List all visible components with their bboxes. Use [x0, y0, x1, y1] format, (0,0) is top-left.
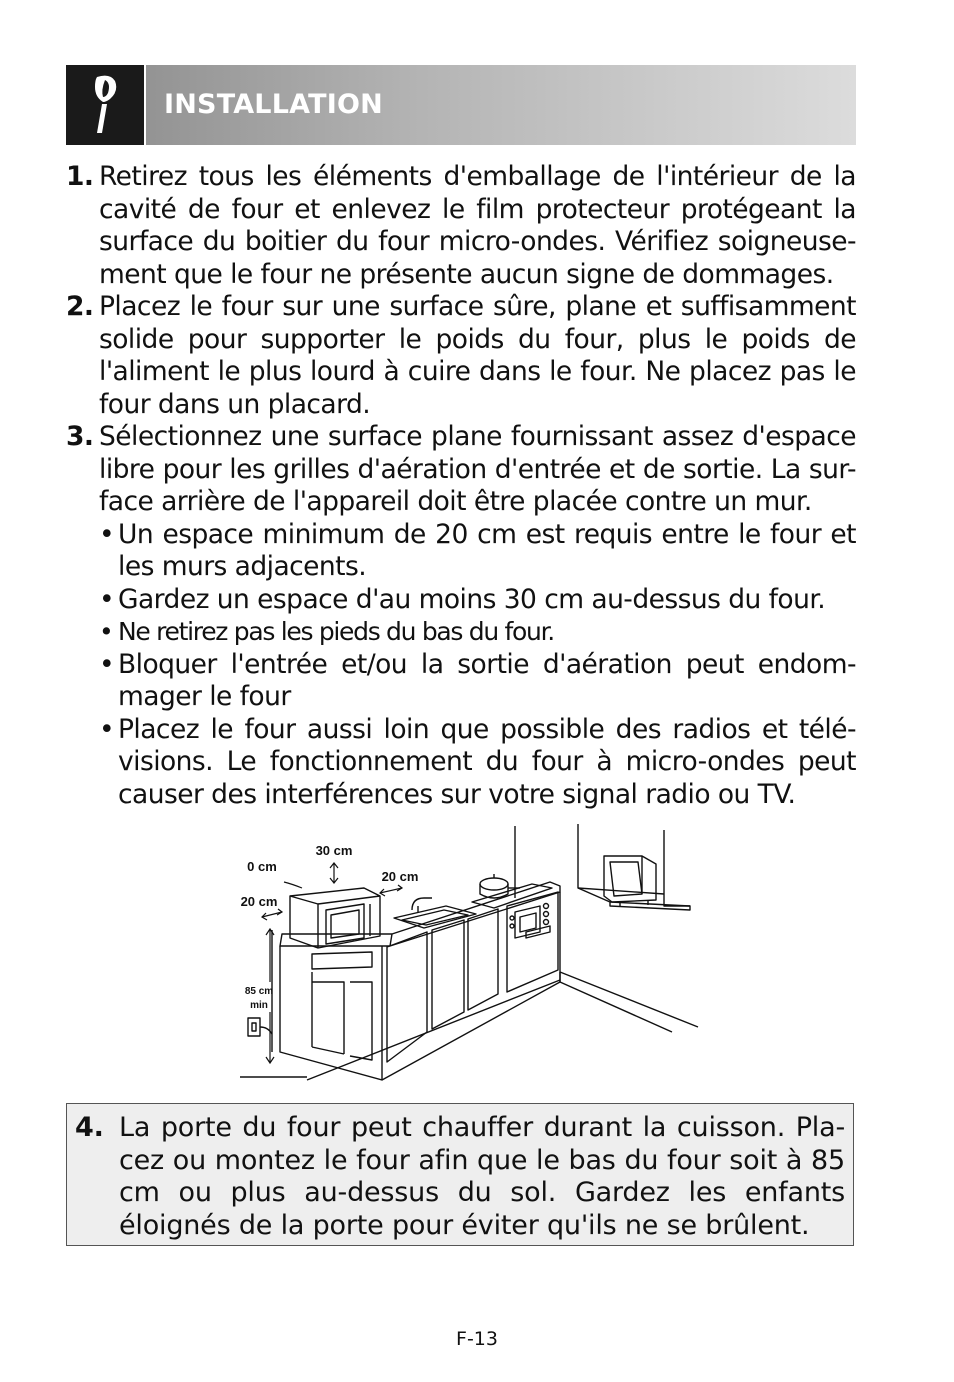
bullet-item: • Bloquer l'entrée et/ou la sortie d'aération peut endom-mager le four — [99, 648, 856, 712]
label-0cm-back: 0 cm — [247, 859, 277, 874]
bullet-item: • Gardez un espace d'au moins 30 cm au-dessus du four. — [99, 583, 826, 615]
page-number: F-13 — [456, 1328, 498, 1350]
label-85cm: 85 cm — [244, 986, 274, 997]
item-number: 3. — [66, 421, 94, 452]
bullet-dot: • — [99, 583, 115, 615]
header-icon-box — [66, 65, 146, 145]
instruction-item-2 — [66, 291, 856, 421]
item-text: Retirez tous les éléments d'emballage de l'intérieur de la cavité de four et enlevez le film protecteur protégeant la surface du boitier du four micro-ondes. Vérifiez soigneuse-ment que le four ne présente aucun signe de dommages. — [99, 161, 856, 290]
label-30cm-top: 30 cm — [315, 843, 353, 858]
kitchen-installation-illustration — [232, 822, 702, 1084]
item-number: 2. — [66, 291, 94, 322]
clearance-arrows — [262, 863, 402, 1063]
bullet-dot: • — [99, 518, 115, 550]
label-20cm-left: 20 cm — [240, 894, 278, 909]
page-title: INSTALLATION — [164, 89, 383, 120]
bullet-dot: • — [99, 617, 113, 646]
item-number: 4. — [75, 1112, 104, 1143]
item-number: 1. — [66, 161, 94, 192]
bullet-list — [99, 519, 856, 812]
bullet-dot: • — [99, 648, 115, 680]
bullet-dot: • — [99, 713, 115, 745]
label-20cm-right: 20 cm — [381, 869, 419, 884]
bullet-item: • Placez le four aussi loin que possible des radios et télé-visions. Le fonctionnement du four à micro-ondes peut causer des interférences sur votre signal radio ou TV. — [99, 713, 856, 810]
instruction-item-4-box — [66, 1103, 854, 1246]
section-header — [66, 65, 856, 145]
info-icon — [88, 75, 122, 135]
item-text: La porte du four peut chauffer durant la cuisson. Pla-cez ou montez le four afin que le bas du four soit à 85 cm ou plus au-dessus du sol. Gardez les enfants éloignés de la porte pour éviter qu'ils ne se brûlent. — [119, 1112, 845, 1241]
bullet-item: • Un espace minimum de 20 cm est requis entre le four et les murs adjacents. — [99, 518, 856, 582]
item-text: Sélectionnez une surface plane fournissant assez d'espace libre pour les grilles d'aération d'entrée et de sortie. La sur-face arrière de l'appareil doit être placée contre un mur. — [99, 421, 856, 517]
bullet-item: • Ne retirez pas les pieds du bas du four. — [99, 616, 856, 649]
instruction-item-3 — [66, 421, 856, 811]
item-text: Placez le four sur une surface sûre, plane et suffisamment solide pour supporter le poids du four, plus le poids de l'aliment le plus lourd à cuire dans le four. Ne placez pas le four dans un placard. — [99, 291, 856, 420]
kitchen-scene — [240, 824, 698, 1080]
label-min: min — [250, 1000, 268, 1011]
instruction-item-1 — [66, 161, 856, 291]
